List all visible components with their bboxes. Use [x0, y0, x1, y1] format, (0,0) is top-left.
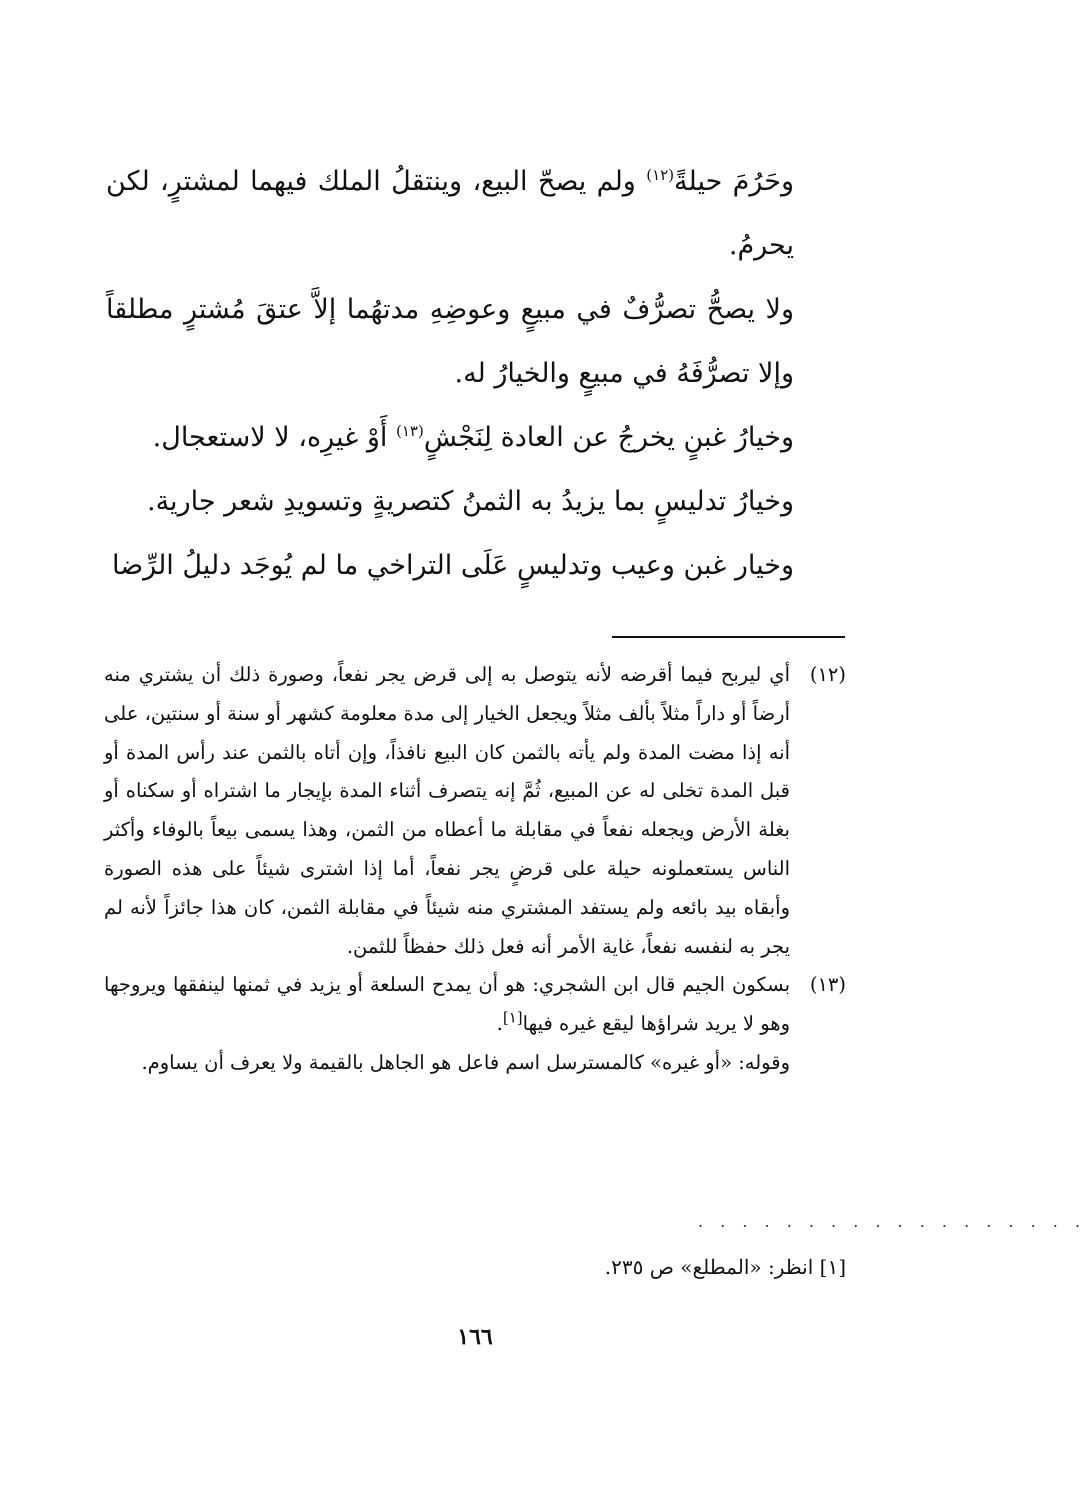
- footnote-ref-12[interactable]: (١٢): [646, 166, 675, 184]
- footnote-13: [104, 966, 846, 1044]
- paragraph-4: وخيارُ تدليسٍ بما يزيدُ به الثمنُ كتصريةٍ وتسويدِ شعر جارية.: [147, 486, 794, 517]
- paragraph-3: [106, 406, 846, 470]
- footnote-13-number: (١٣): [809, 973, 846, 997]
- paragraph-3-end: أَوْ غيرِه، لا لاستعجال.: [152, 422, 396, 453]
- paragraph-5: وخيار غبن وعيب وتدليسٍ عَلَى التراخي ما لم يُوجَد دليلُ الرِّضا: [112, 550, 794, 581]
- footnote-13-end: .: [496, 1012, 503, 1036]
- footnote-12-number: (١٢): [809, 663, 846, 686]
- footnote-separator-line: [612, 636, 845, 638]
- paragraph-1-start: وحَرُمَ حيلةً: [674, 166, 794, 197]
- note-ref-1[interactable]: [١]: [502, 1008, 523, 1027]
- footnote-12: [104, 656, 846, 966]
- paragraph-2: ولا يصحُّ تصرُّفٌ في مبيعٍ وعوضِهِ مدتهُما إلاَّ عتقَ مُشترٍ مطلقاً وإلا تصرُّفَهُ في مبيعٍ والخيارُ له.: [106, 294, 794, 389]
- paragraph-1: [106, 150, 846, 278]
- dotted-separator: . . . . . . . . . . . . . . . . . .: [698, 1212, 1086, 1231]
- paragraph-1-end: ولم يصحّ البيع، وينتقلُ الملك فيهما لمشترٍ، لكن يحرمُ.: [106, 166, 794, 261]
- bottom-note: [١] انظر: «المطلع» ص ٢٣٥.: [604, 1255, 846, 1279]
- footnote-ref-13[interactable]: (١٣): [395, 422, 424, 440]
- footnote-12-text: أي ليربح فيما أقرضه لأنه يتوصل به إلى قرض يجر نفعاً، وصورة ذلك أن يشتري منه أرضاً أو داراً مثلاً بألف مثلاً ويجعل الخيار إلى مدة معلومة كشهر أو سنة أو سنتين، على أنه إذا مضت المدة ولم يأته بالثمن كان البيع نافذاً، وإن أتاه بالثمن عند رأس المدة أو قبل المدة تخلى له عن المبيع، ثُمَّ إنه يتصرف أثناء المدة بإيجار ما اشتراه أو سكناه أو بغلة الأرض ويجعله نفعاً في مقابلة ما أعطاه من الثمن، وهذا يسمى بيعاً بالوفاء وأكثر الناس يستعملونه حيلة على قرضٍ يجر نفعاً، أما إذا اشترى شيئاً على هذه الصورة وأبقاه بيد بائعه ولم يستفد المشتري منه شيئاً في مقابلة الثمن، كان هذا جائزاً لأنه لم يجر به لنفسه نفعاً، غاية الأمر أنه فعل ذلك حفظاً للثمن.: [104, 663, 790, 958]
- paragraph-3-start: وخيارُ غبنٍ يخرجُ عن العادة لِنَجْشٍ: [423, 422, 794, 453]
- footnotes: [104, 656, 846, 1083]
- footnote-13-continuation: وقوله: «أو غيره» كالمسترسل اسم فاعل هو الجاهل بالقيمة ولا يعرف أن يساوم.: [141, 1050, 790, 1074]
- page-number: ١٦٦: [457, 1324, 493, 1350]
- main-text: [106, 150, 846, 598]
- footnote-13-text: بسكون الجيم قال ابن الشجري: هو أن يمدح السلعة أو يزيد في ثمنها لينفقها ويروجها وهو لا يريد شراؤها ليقع غيره فيها: [104, 973, 790, 1036]
